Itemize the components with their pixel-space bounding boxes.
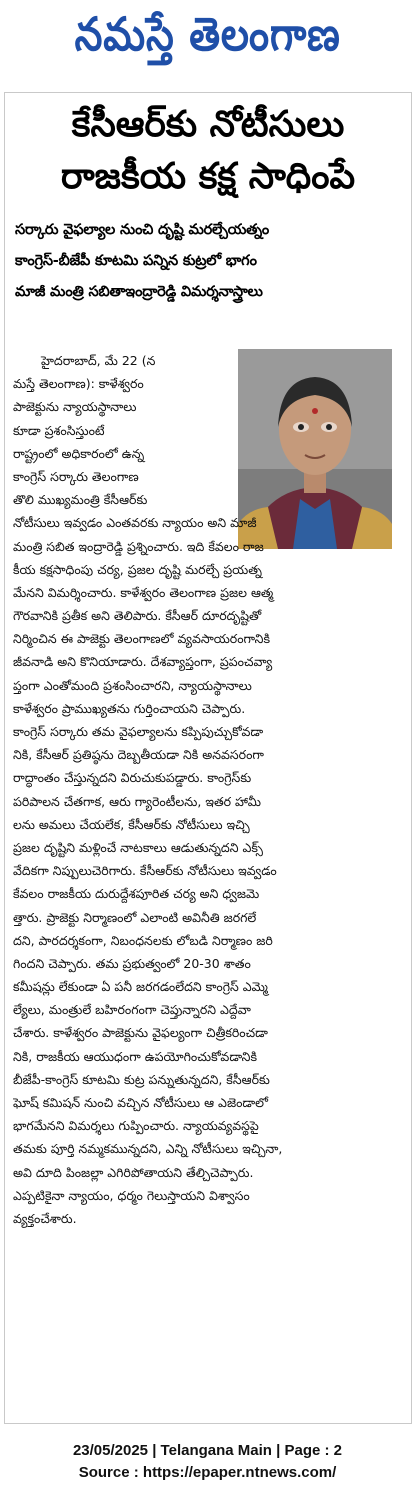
article-line: ప్రజల దృష్టిని మళ్లించే నాటకాలు ఆడుతున్నదని ఎక్స్‌ bbox=[13, 839, 263, 855]
article-line: అవి దూది పింజల్లా ఎగిరిపోతాయని తేల్చిచెప్పారు. bbox=[13, 1164, 254, 1180]
article-line: నికి, కేసీఆర్‌ ప్రతిష్ఠను దెబ్బతీయడా నికి అనవసరంగా bbox=[13, 747, 264, 763]
article-line: పరిపాలన చేతగాక, ఆరు గ్యారెంటీలను, ఇతర హామీ bbox=[13, 793, 261, 809]
article-line: కూడా ప్రశంసిస్తుంటే bbox=[13, 422, 105, 438]
article-line: దని, పారదర్శకంగా, నిబంధనలకు లోబడి నిర్మాణం జరి bbox=[13, 932, 273, 948]
headline-line-2: రాజకీయ కక్ష సాధింపే bbox=[60, 156, 356, 197]
article-line: కేవలం రాజకీయ దురుద్దేశపూరిత చర్య అని ధ్వజమె bbox=[13, 886, 260, 902]
masthead-logo-text: నమస్తే తెలంగాణ bbox=[74, 7, 341, 61]
article-line: కాళేశ్వరం ప్రాముఖ్యతను గుర్తించాయని చెప్పారు. bbox=[13, 700, 246, 716]
article-line: త్తారు. ప్రాజెక్టు నిర్మాణంలో ఎలాంటి అవినీతి జరగలే bbox=[13, 909, 257, 925]
article-line: నికి, రాజకీయ ఆయుధంగా ఉపయోగించుకోవడానికి bbox=[13, 1048, 257, 1064]
article-line: హైదరాబాద్‌, మే 22 (న bbox=[41, 353, 156, 368]
article-line: ల్యేలు, మంత్రులే బహిరంగంగా చెప్తున్నారని ఎద్దేవా bbox=[13, 1002, 251, 1018]
article-line: లను అమలు చేయలేక, కేసీఆర్‌కు నోటీసులు ఇచ్చి bbox=[13, 816, 250, 832]
article-line: మేనని విమర్శించారు. కాళేశ్వరం తెలంగాణ ప్రజల ఆత్మ bbox=[13, 584, 274, 600]
subheadline-2: కాంగ్రెస్‌-బీజేపీ కూటమి పన్నిన కుట్రలో భాగం bbox=[15, 253, 257, 269]
article-line: రాష్ట్రంలో అధికారంలో ఉన్న bbox=[13, 445, 145, 461]
article-line: చేశారు. కాళేశ్వరం పాజెక్టును వైఫల్యంగా చిత్రీకరించడా bbox=[13, 1025, 268, 1041]
footer-edition-info: 23/05/2025 | Telangana Main | Page : 2 bbox=[72, 1442, 343, 1459]
news-clipping bbox=[4, 92, 412, 1424]
article-line: ఎప్పటికైనా న్యాయం, ధర్మం గెలుస్తాయని విశ్వాసం bbox=[13, 1187, 250, 1203]
article-body bbox=[13, 349, 405, 1230]
article-line: పాజెక్టును న్యాయస్థానాలు bbox=[13, 399, 137, 415]
article-line: నిర్మించిన ఈ పాజెక్టు తెలంగాణలో వ్యవసాయరంగానికి bbox=[13, 631, 270, 647]
article-line: మంత్రి సబిత ఇంద్రారెడ్డి ప్రశ్నించారు. ఇది కేవలం రాజ bbox=[13, 538, 264, 554]
article-line: గౌరవానికి ప్రతీక అని తెలిపారు. కేసీఆర్‌ దూరదృష్టితో bbox=[13, 608, 262, 624]
footer bbox=[0, 1440, 415, 1484]
article-line: కమీషన్లు లేకుండా ఏ పనీ జరగడంలేదని కాంగ్రెస్‌ ఎమ్మె bbox=[13, 979, 268, 995]
article-line: కాంగ్రెస్‌ సర్కారు తెలంగాణ bbox=[13, 468, 139, 484]
article-line: భాగమేనని విమర్శలు గుప్పించారు. న్యాయవ్యవస్థపై bbox=[13, 1118, 259, 1134]
article-line: గిందని చెప్పారు. తమ ప్రభుత్వంలో 20-30 శాతం bbox=[13, 955, 251, 971]
article-line: తమకు పూర్తి నమ్మకమున్నదని, ఎన్ని నోటీసులు ఇచ్చినా, bbox=[13, 1141, 283, 1157]
headline-line-1: కేసీఆర్‌కు నోటీసులు bbox=[71, 104, 345, 145]
article-line: వ్యక్తంచేశారు. bbox=[13, 1210, 77, 1226]
article-line: ప్తంగా ఎంతోమంది ప్రశంసించారని, న్యాయస్థానాలు bbox=[13, 677, 252, 693]
subheadline-1: సర్కారు వైఫల్యాల నుంచి దృష్టి మరల్చేయత్నం bbox=[15, 222, 270, 238]
article-line: జీవనాడి అని కొనియాడారు. దేశవ్యాప్తంగా, ప్రపంచవ్యా bbox=[13, 654, 273, 670]
article-line: వేదికగా నిప్పులుచెరిగారు. కేసీఆర్‌కు నోటీసులు ఇవ్వడం bbox=[13, 863, 277, 879]
article-line: రాద్ధాంతం చేస్తున్నదని విరుచుకుపడ్డారు. కాంగ్రెస్‌కు bbox=[13, 770, 252, 786]
headline bbox=[5, 99, 411, 203]
article-line: ఘోష్‌ కమిషన్‌ నుంచి వచ్చిన నోటీసులు ఆ ఎజెండాలో bbox=[13, 1095, 269, 1110]
footer-source: Source : https://epaper.ntnews.com/ bbox=[78, 1464, 337, 1481]
article-line: కాంగ్రెస్‌ సర్కారు తమ వైఫల్యాలను కప్పిపుచ్చుకోవడా bbox=[13, 724, 264, 739]
article-line: బీజేపీ-కాంగ్రెస్‌ కూటమి కుట్ర పన్నుతున్నదని, కేసీఆర్‌కు bbox=[13, 1071, 270, 1087]
subheadlines bbox=[15, 215, 401, 308]
article-line: కీయ కక్షసాధింపు చర్య, ప్రజల దృష్టి మరల్చే ప్రయత్న bbox=[13, 561, 262, 577]
masthead bbox=[0, 0, 415, 80]
article-line: తొలి ముఖ్యమంత్రి కేసీఆర్‌కు bbox=[13, 492, 148, 508]
article-line: నోటీసులు ఇవ్వడం ఎంతవరకు న్యాయం అని మాజీ bbox=[13, 515, 257, 531]
subheadline-3: మాజీ మంత్రి సబితాఇంద్రారెడ్డి విమర్శనాస్త్రాలు bbox=[15, 284, 263, 300]
article-line: మస్తే తెలంగాణ): కాళేశ్వరం bbox=[13, 376, 144, 392]
